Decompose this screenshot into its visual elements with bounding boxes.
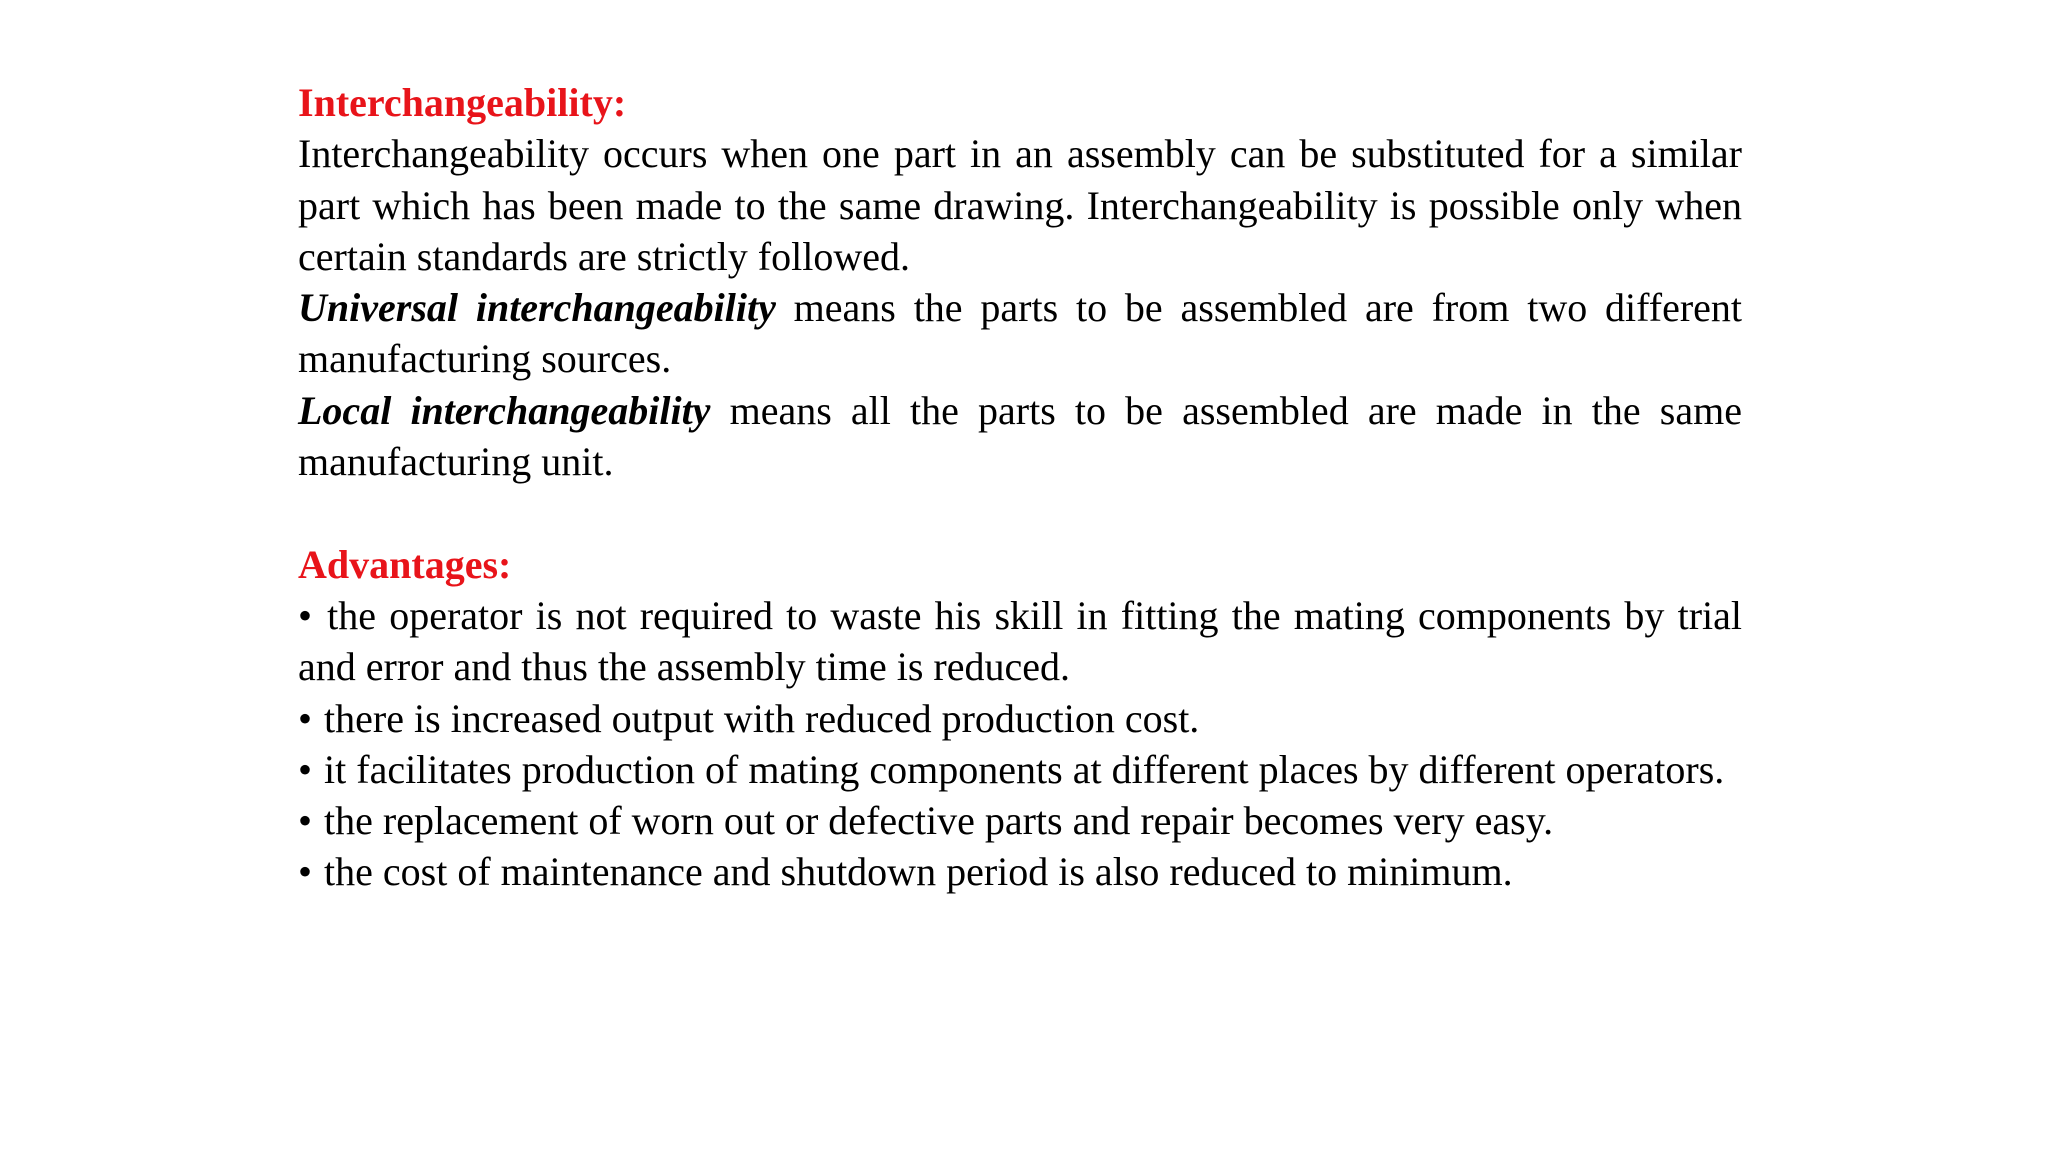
advantages-list <box>298 590 1742 898</box>
universal-interchangeability-text: means the parts to be assembled are from two different manufacturing sources. <box>298 285 1743 382</box>
local-interchangeability-text: means all the parts to be assembled are made in the same manufacturing unit. <box>298 387 1742 485</box>
list-item <box>298 846 1742 897</box>
slide-content <box>298 77 1742 898</box>
advantage-text: there is increased output with reduced production cost. <box>324 695 1200 741</box>
list-item <box>298 693 1742 744</box>
interchangeability-intro: Interchangeability occurs when one part in an assembly can be substituted for a similar part which has been made to the same drawing. Interchangeability is possible only when certain standards are strictly followed. <box>298 131 1742 279</box>
list-item <box>298 795 1742 846</box>
list-item <box>298 590 1742 693</box>
bullet-icon: • <box>298 798 313 844</box>
advantage-text: the operator is not required to waste his skill in fitting the mating components by trial and error and thus the assembly time is reduced. <box>298 592 1742 690</box>
universal-interchangeability-paragraph <box>298 282 1742 385</box>
advantage-text: the cost of maintenance and shutdown period is also reduced to minimum. <box>324 849 1513 895</box>
bullet-icon: • <box>298 849 313 895</box>
bullet-icon: • <box>298 746 313 792</box>
list-item <box>298 744 1742 795</box>
universal-interchangeability-term: Universal interchangeability <box>298 285 776 331</box>
bullet-icon: • <box>298 695 313 741</box>
advantage-text: the replacement of worn out or defective parts and repair becomes very easy. <box>324 798 1554 844</box>
bullet-icon: • <box>298 592 313 638</box>
local-interchangeability-term: Local interchangeability <box>298 387 711 433</box>
local-interchangeability-paragraph <box>298 385 1742 488</box>
advantage-text: it facilitates production of mating components at different places by different operators. <box>324 746 1725 792</box>
interchangeability-heading: Interchangeability: <box>298 80 627 125</box>
advantages-heading: Advantages: <box>298 541 512 587</box>
section-spacer <box>298 487 1742 538</box>
